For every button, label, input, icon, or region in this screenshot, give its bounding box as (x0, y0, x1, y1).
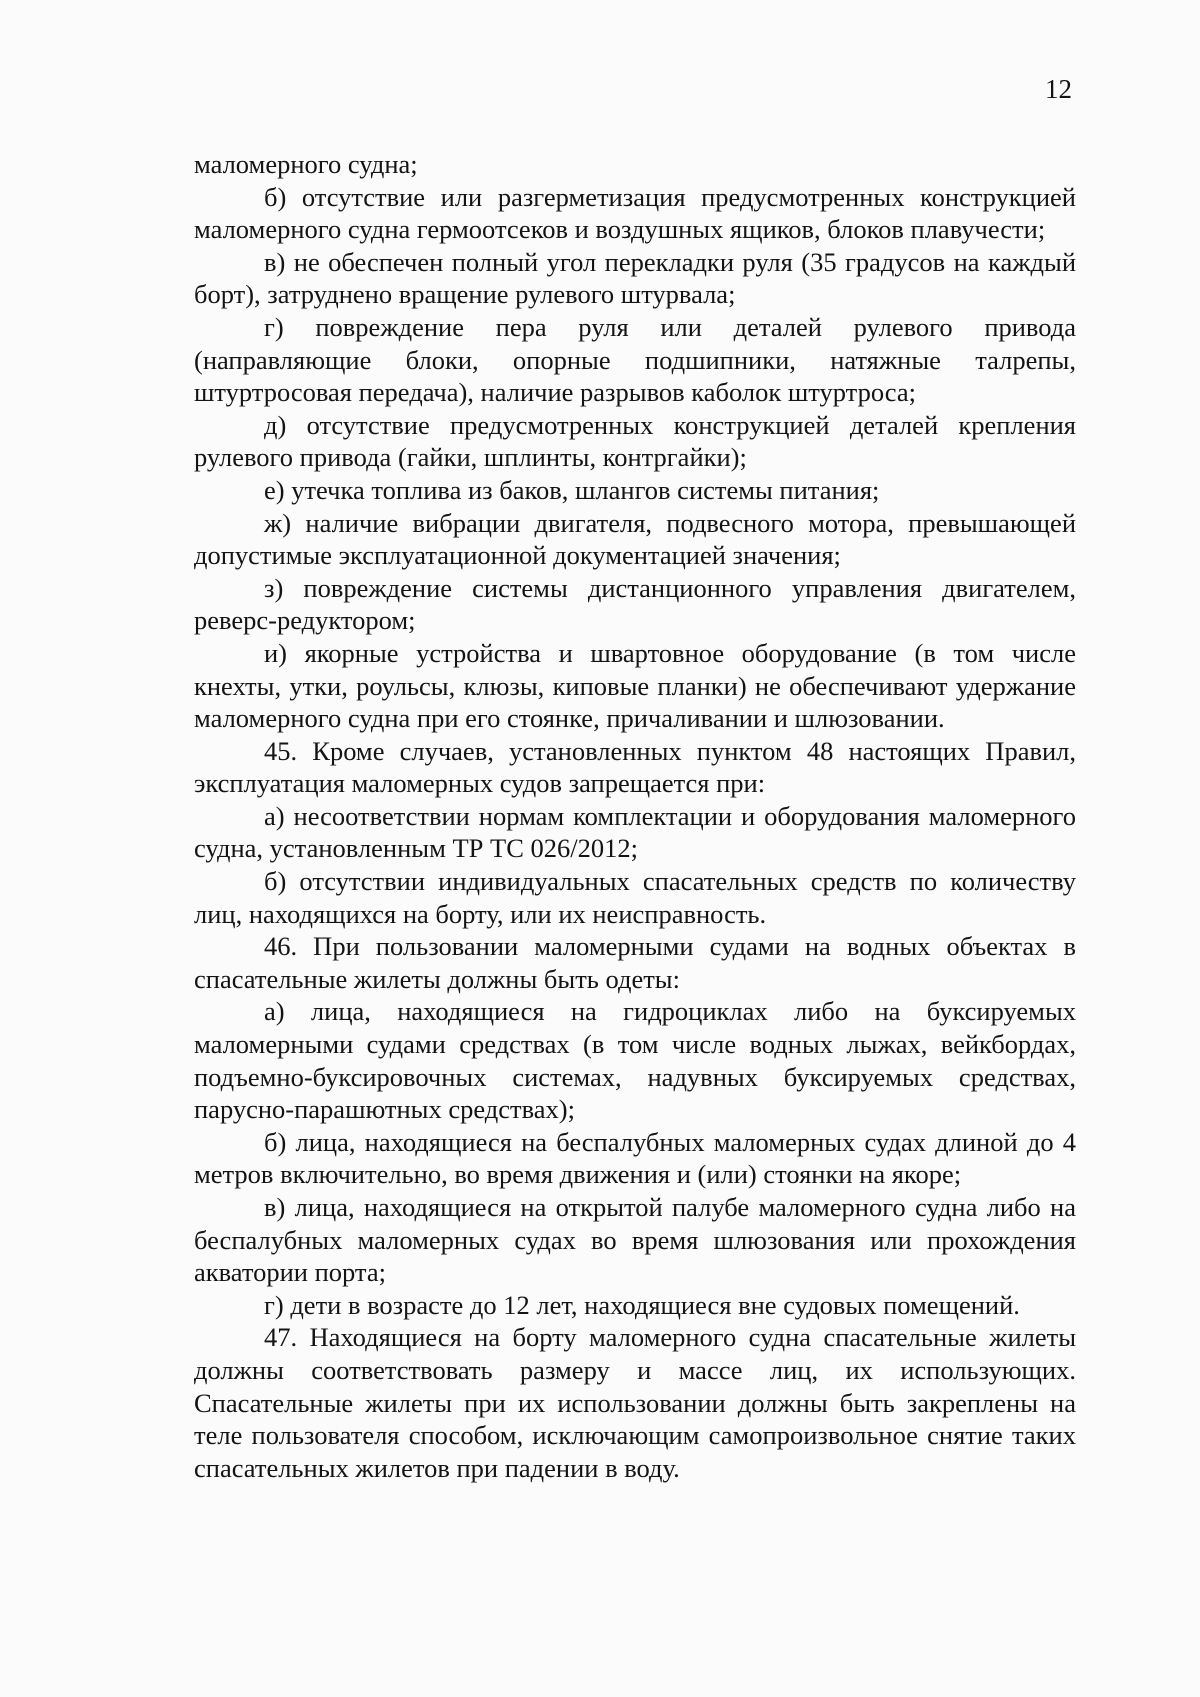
paragraph: 45. Кроме случаев, установленных пунктом 48 настоящих Правил, эксплуатация маломерных судов запрещается при: (194, 735, 1076, 799)
paragraph: в) лица, находящиеся на открытой палубе маломерного судна либо на беспалубных маломерных судах во время шлюзования или прохождения акватории порта; (194, 1192, 1076, 1288)
paragraph: а) несоответствии нормам комплектации и оборудования маломерного судна, установленным ТР ТС 026/2012; (194, 800, 1076, 864)
page-number: 12 (1045, 74, 1072, 104)
paragraph: д) отсутствие предусмотренных конструкцией деталей крепления рулевого привода (гайки, шплинты, контргайки); (194, 409, 1076, 473)
paragraph: г) повреждение пера руля или деталей рулевого привода (направляющие блоки, опорные подшипники, натяжные талрепы, штуртросовая передача), наличие разрывов каболок штуртроса; (194, 311, 1076, 408)
paragraph: и) якорные устройства и швартовное оборудование (в том числе кнехты, утки, роульсы, клюзы, киповые планки) не обеспечивают удержание маломерного судна при его стоянке, причаливании и шлюзовании. (194, 637, 1076, 734)
paragraph: 47. Находящиеся на борту маломерного судна спасательные жилеты должны соответствовать размеру и массе лиц, их использующих. Спасательные жилеты при их использовании должны быть закреплены на теле пользователя способом, исключающим самопроизвольное снятие таких спасательных жилетов при падении в воду. (194, 1322, 1076, 1483)
paragraph: б) отсутствие или разгерметизация предусмотренных конструкцией маломерного судна гермоотсеков и воздушных ящиков, блоков плавучести; (194, 181, 1076, 245)
paragraph: з) повреждение системы дистанционного управления двигателем, реверс-редуктором; (194, 572, 1076, 636)
paragraph: а) лица, находящиеся на гидроциклах либо на буксируемых маломерными судами средствах (в том числе водных лыжах, вейкбордах, подъемно-буксировочных системах, надувных буксируемых средствах, парусно-парашютных средствах); (194, 996, 1076, 1125)
paragraph: 46. При пользовании маломерными судами на водных объектах в спасательные жилеты должны быть одеты: (194, 931, 1076, 994)
paragraph: е) утечка топлива из баков, шлангов системы питания; (264, 474, 880, 505)
paragraph: ж) наличие вибрации двигателя, подвесного мотора, превышающей допустимые эксплуатационной документацией значения; (194, 507, 1076, 571)
paragraph: б) лица, находящиеся на беспалубных маломерных судах длиной до 4 метров включительно, во время движения и (или) стоянки на якоре; (194, 1126, 1076, 1190)
paragraph: в) не обеспечен полный угол перекладки руля (35 градусов на каждый борт), затруднено вращение рулевого штурвала; (194, 246, 1076, 310)
paragraph: г) дети в возрасте до 12 лет, находящиеся вне судовых помещений. (264, 1289, 1020, 1320)
document-body (194, 148, 1076, 1484)
paragraph: б) отсутствии индивидуальных спасательных средств по количеству лиц, находящихся на борту, или их неисправность. (194, 866, 1076, 929)
paragraph: маломерного судна; (194, 149, 418, 179)
